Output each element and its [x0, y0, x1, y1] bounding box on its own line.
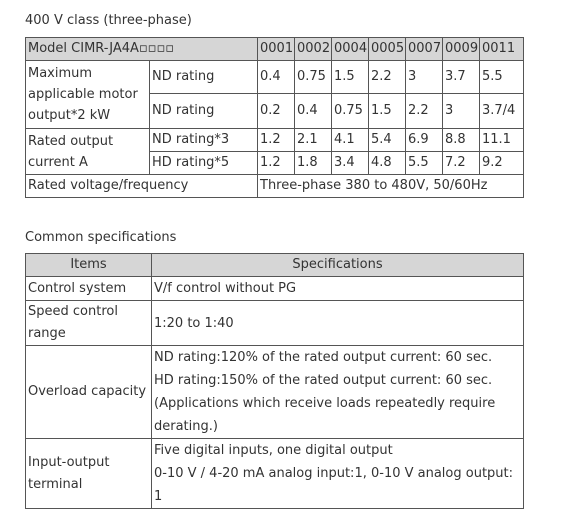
value-cell: 1.5 — [332, 61, 369, 94]
rating-label: ND rating — [150, 94, 258, 129]
value-cell: 3 — [443, 94, 480, 129]
model-col-header: 0002 — [295, 38, 332, 61]
rating-label: ND rating — [150, 61, 258, 94]
value-cell: 3.4 — [332, 152, 369, 175]
value-cell: 1.8 — [295, 152, 332, 175]
common-spec-table — [25, 253, 524, 509]
value-cell: 2.1 — [295, 129, 332, 152]
value-cell: 1.5 — [369, 94, 406, 129]
value-cell: 3 — [406, 61, 443, 94]
common-table-caption: Common specifications — [25, 230, 177, 245]
model-col-header: 0001 — [258, 38, 295, 61]
item-label: Speed control range — [26, 301, 152, 346]
model-col-header: 0005 — [369, 38, 406, 61]
rating-table-caption: 400 V class (three-phase) — [25, 13, 192, 28]
value-cell: 4.8 — [369, 152, 406, 175]
spec-cell — [152, 277, 524, 301]
model-col-header: 0009 — [443, 38, 480, 61]
spec-cell — [152, 439, 524, 509]
value-cell: 0.2 — [258, 94, 295, 129]
value-cell: 11.1 — [480, 129, 524, 152]
max-motor-label: Maximum applicable motor output*2 kW — [26, 61, 150, 129]
value-cell: 4.1 — [332, 129, 369, 152]
voltage-value: Three-phase 380 to 480V, 50/60Hz — [258, 175, 524, 198]
value-cell: 5.5 — [406, 152, 443, 175]
rating-header-row — [26, 38, 524, 61]
value-cell: 2.2 — [406, 94, 443, 129]
spec-line: derating.) — [154, 419, 218, 434]
value-cell: 5.4 — [369, 129, 406, 152]
rating-label: HD rating*5 — [150, 152, 258, 175]
table-row — [26, 301, 524, 346]
value-cell: 5.5 — [480, 61, 524, 94]
table-row — [26, 129, 524, 152]
value-cell: 3.7/4 — [480, 94, 524, 129]
rating-label: ND rating*3 — [150, 129, 258, 152]
model-header: Model CIMR-JA4A▫▫▫▫ — [26, 38, 258, 61]
value-cell: 0.75 — [332, 94, 369, 129]
specs-header: Specifications — [152, 254, 524, 277]
value-cell: 0.75 — [295, 61, 332, 94]
spec-line: (Applications which receive loads repeatedly require — [154, 396, 496, 411]
table-row — [26, 439, 524, 509]
table-row — [26, 346, 524, 439]
value-cell: 0.4 — [258, 61, 295, 94]
value-cell: 3.7 — [443, 61, 480, 94]
model-col-header: 0011 — [480, 38, 524, 61]
spec-line: 0-10 V / 4-20 mA analog input:1, 0-10 V analog output: 1 — [154, 466, 514, 504]
model-col-header: 0007 — [406, 38, 443, 61]
value-cell: 6.9 — [406, 129, 443, 152]
voltage-label: Rated voltage/frequency — [26, 175, 258, 198]
rating-table — [25, 37, 524, 198]
spec-line: ND rating:120% of the rated output current: 60 sec. — [154, 350, 493, 365]
common-header-row — [26, 254, 524, 277]
spec-line: Five digital inputs, one digital output — [154, 443, 393, 458]
spec-cell — [152, 346, 524, 439]
model-col-header: 0004 — [332, 38, 369, 61]
spec-line: V/f control without PG — [154, 281, 297, 296]
items-header: Items — [26, 254, 152, 277]
spec-line: HD rating:150% of the rated output current: 60 sec. — [154, 373, 493, 388]
table-row — [26, 277, 524, 301]
item-label: Input-output terminal — [26, 439, 152, 509]
item-label: Control system — [26, 277, 152, 301]
value-cell: 1.2 — [258, 129, 295, 152]
table-row — [26, 175, 524, 198]
value-cell: 7.2 — [443, 152, 480, 175]
value-cell: 9.2 — [480, 152, 524, 175]
item-label: Overload capacity — [26, 346, 152, 439]
spec-cell — [152, 301, 524, 346]
rated-current-label: Rated output current A — [26, 129, 150, 175]
value-cell: 0.4 — [295, 94, 332, 129]
table-row — [26, 61, 524, 94]
spec-line: 1:20 to 1:40 — [154, 315, 234, 331]
value-cell: 2.2 — [369, 61, 406, 94]
value-cell: 1.2 — [258, 152, 295, 175]
value-cell: 8.8 — [443, 129, 480, 152]
